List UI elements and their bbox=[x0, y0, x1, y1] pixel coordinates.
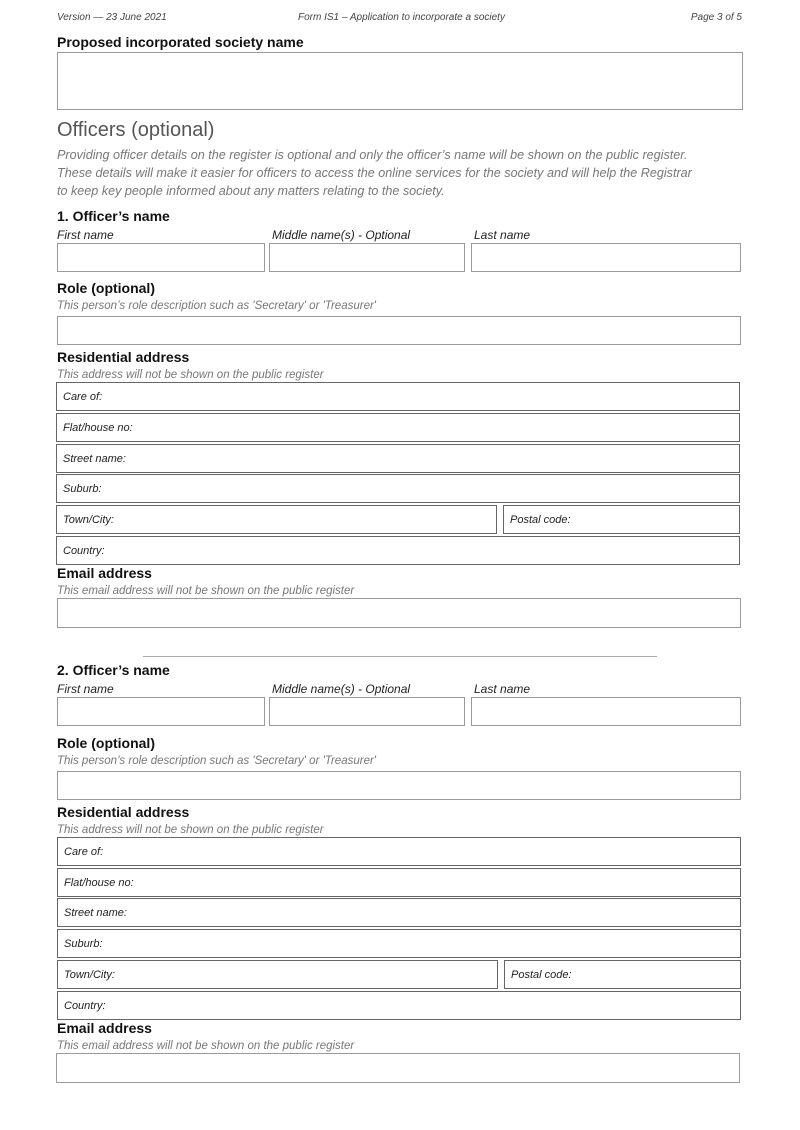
role-input[interactable] bbox=[57, 316, 741, 345]
role-hint: This person’s role description such as 'Secretary' or 'Treasurer' bbox=[57, 755, 376, 767]
town-input[interactable]: Town/City: bbox=[56, 505, 497, 534]
middle-name-input[interactable] bbox=[269, 697, 465, 726]
role-hint: This person’s role description such as 'Secretary' or 'Treasurer' bbox=[57, 300, 376, 312]
last-name-input[interactable] bbox=[471, 697, 741, 726]
role-input[interactable] bbox=[57, 771, 741, 800]
suburb-input[interactable]: Suburb: bbox=[56, 474, 740, 503]
intro-line: Providing officer details on the register is optional and only the officer’s name will be shown on the public register. bbox=[57, 148, 688, 162]
country-input[interactable]: Country: bbox=[57, 991, 741, 1020]
form-title: Form IS1 – Application to incorporate a society bbox=[298, 12, 505, 23]
middle-name-label: Middle name(s) - Optional bbox=[272, 228, 411, 242]
page-number: Page 3 of 5 bbox=[690, 12, 742, 23]
last-name-input[interactable] bbox=[471, 243, 741, 272]
section-divider bbox=[143, 656, 657, 657]
role-label: Role (optional) bbox=[57, 280, 155, 296]
street-input[interactable]: Street name: bbox=[56, 444, 740, 473]
flat-input[interactable]: Flat/house no: bbox=[56, 413, 740, 442]
postal-code-input[interactable]: Postal code: bbox=[504, 960, 741, 989]
address-label: Residential address bbox=[57, 349, 190, 365]
last-name-label: Last name bbox=[474, 682, 531, 696]
email-label: Email address bbox=[57, 565, 152, 581]
intro-line: to keep key people informed about any matters relating to the society. bbox=[57, 184, 445, 198]
suburb-input[interactable]: Suburb: bbox=[57, 929, 741, 958]
email-label: Email address bbox=[57, 1020, 152, 1036]
care-of-input[interactable]: Care of: bbox=[56, 382, 740, 411]
officer-2-section bbox=[0, 662, 800, 1082]
address-label: Residential address bbox=[57, 804, 190, 820]
officer-heading: 2. Officer’s name bbox=[57, 662, 170, 678]
first-name-input[interactable] bbox=[57, 243, 265, 272]
email-input[interactable] bbox=[56, 1053, 740, 1083]
officers-title: Officers (optional) bbox=[57, 119, 215, 141]
first-name-label: First name bbox=[57, 228, 114, 242]
email-hint: This email address will not be shown on the public register bbox=[57, 585, 355, 597]
care-of-input[interactable]: Care of: bbox=[57, 837, 741, 866]
postal-code-input[interactable]: Postal code: bbox=[503, 505, 740, 534]
role-label: Role (optional) bbox=[57, 735, 155, 751]
last-name-label: Last name bbox=[474, 228, 531, 242]
first-name-label: First name bbox=[57, 682, 114, 696]
officers-intro bbox=[57, 146, 757, 200]
officer-1-section bbox=[0, 208, 800, 628]
society-name-input[interactable] bbox=[57, 52, 743, 110]
first-name-input[interactable] bbox=[57, 697, 265, 726]
town-input[interactable]: Town/City: bbox=[57, 960, 498, 989]
flat-input[interactable]: Flat/house no: bbox=[57, 868, 741, 897]
email-input[interactable] bbox=[57, 598, 741, 628]
email-hint: This email address will not be shown on the public register bbox=[57, 1040, 355, 1052]
middle-name-label: Middle name(s) - Optional bbox=[272, 682, 411, 696]
version-text: Version — 23 June 2021 bbox=[57, 12, 167, 23]
street-input[interactable]: Street name: bbox=[57, 898, 741, 927]
middle-name-input[interactable] bbox=[269, 243, 465, 272]
society-name-label: Proposed incorporated society name bbox=[57, 34, 304, 50]
address-hint: This address will not be shown on the public register bbox=[57, 824, 324, 836]
address-hint: This address will not be shown on the public register bbox=[57, 369, 324, 381]
officer-heading: 1. Officer’s name bbox=[57, 208, 170, 224]
country-input[interactable]: Country: bbox=[56, 536, 740, 565]
intro-line: These details will make it easier for officers to access the online services for the society and will help the Registrar bbox=[57, 166, 692, 180]
